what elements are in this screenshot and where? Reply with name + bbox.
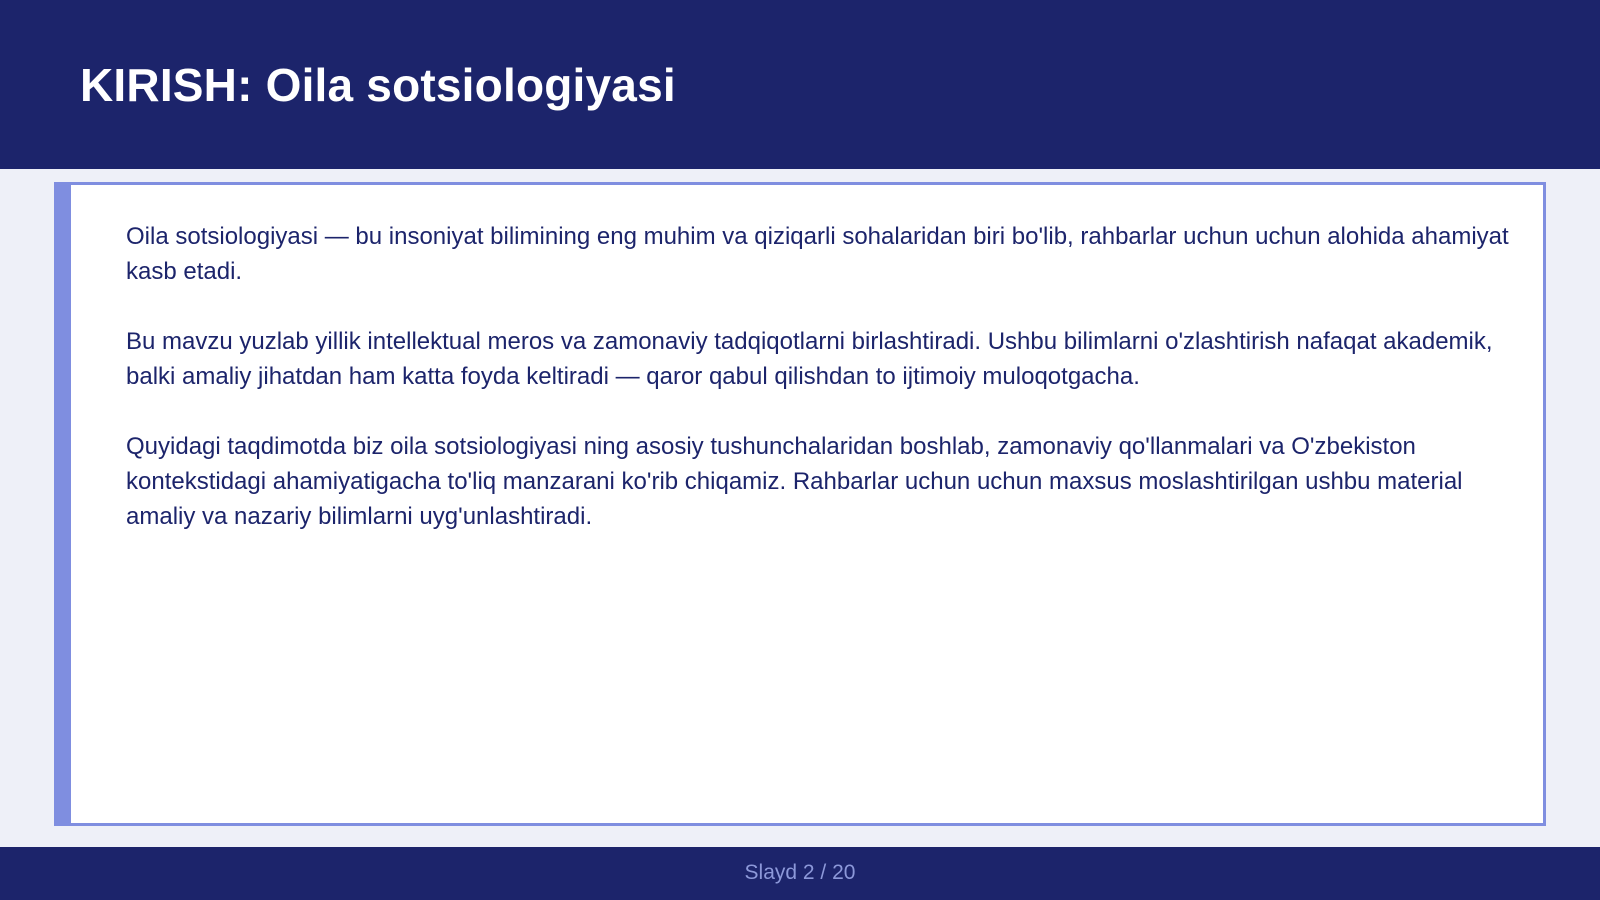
slide-footer xyxy=(0,847,1600,900)
content-card xyxy=(54,182,1546,826)
slide-header xyxy=(0,0,1600,169)
paragraph-overview: Quyidagi taqdimotda biz oila sotsiologiyasi ning asosiy tushunchalaridan boshlab, zamonaviy qo'llanmalari va O'zbekiston kontekstidagi ahamiyatigacha to'liq manzarani ko'rib chiqamiz. Rahbarlar uchun uchun maxsus moslashtirilgan ushbu material amaliy va nazariy bilimlarni uyg'unlashtiradi. xyxy=(126,433,1463,530)
slide-title: KIRISH: Oila sotsiologiyasi xyxy=(80,59,676,111)
slide-number: Slayd 2 / 20 xyxy=(744,861,856,884)
content-body xyxy=(126,219,1526,569)
paragraph-intro: Oila sotsiologiyasi — bu insoniyat bilimining eng muhim va qiziqarli sohalaridan biri bo'lib, rahbarlar uchun uchun alohida ahamiyat kasb etadi. xyxy=(126,223,1509,285)
paragraph-heritage: Bu mavzu yuzlab yillik intellektual meros va zamonaviy tadqiqotlarni birlashtiradi. Ushbu bilimlarni o'zlashtirish nafaqat akademik, balki amaliy jihatdan ham katta foyda keltiradi — qaror qabul qilishdan to ijtimoiy muloqotgacha. xyxy=(126,328,1493,390)
